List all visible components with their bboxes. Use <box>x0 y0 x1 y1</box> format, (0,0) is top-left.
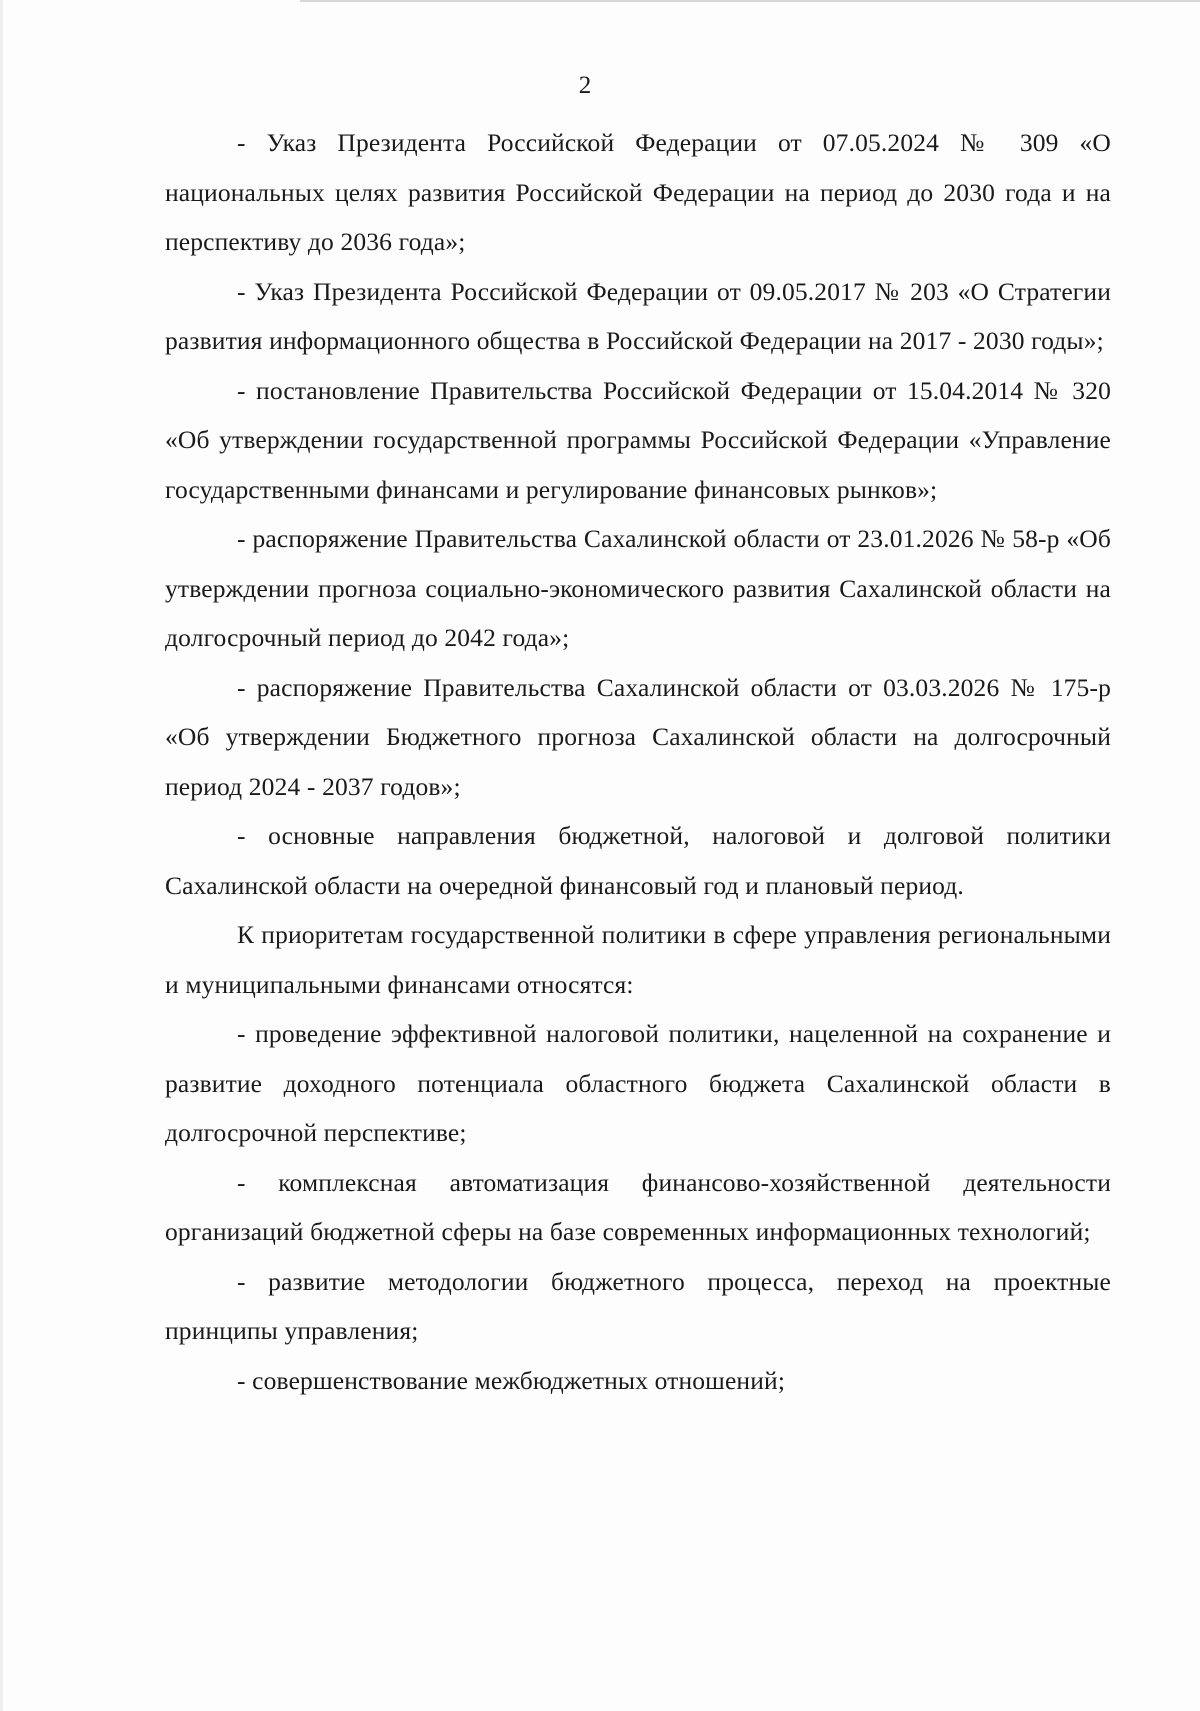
page-number: 2 <box>578 72 592 99</box>
paragraph-decree-309: - Указ Президента Российской Федерации от 07.05.2024 № 309 «О национальных целях развития Российской Федерации на период до 2030 года и на перспективу до 2036 года»; <box>165 128 1111 256</box>
paragraph-policy-directions: - основные направления бюджетной, налоговой и долговой политики Сахалинской области на очередной финансовый год и плановый период. <box>165 821 1111 900</box>
paragraph-priority-tax-policy: - проведение эффективной налоговой политики, нацеленной на сохранение и развитие доходного потенциала областного бюджета Сахалинской области в долгосрочной перспективе; <box>165 1019 1111 1147</box>
paragraph-decree-203: - Указ Президента Российской Федерации от 09.05.2017 № 203 «О Стратегии развития информационного общества в Российской Федерации на 2017 - 2030 годы»; <box>165 276 1111 355</box>
paragraph-order-175r: - распоряжение Правительства Сахалинской области от 03.03.2026 № 175-р «Об утверждении Бюджетного прогноза Сахалинской области на долгосрочный период 2024 - 2037 годов»; <box>165 672 1111 801</box>
paragraph-resolution-320: - постановление Правительства Российской Федерации от 15.04.2014 № 320 «Об утверждении государственной программы Российской Федерации «Управление государственными финансами и регулирование финансовых рынков»; <box>165 375 1111 504</box>
paragraph-priority-automation: - комплексная автоматизация финансово-хозяйственной деятельности организаций бюджетной сферы на базе современных информационных технологий; <box>165 1167 1111 1246</box>
paragraph-priority-interbudget: - совершенствование межбюджетных отношений; <box>237 1365 786 1395</box>
document-body <box>165 118 1111 1405</box>
paragraph-priority-methodology: - развитие методологии бюджетного процесса, переход на проектные принципы управления; <box>165 1266 1111 1345</box>
scan-left-edge <box>0 0 3 1711</box>
scan-top-edge <box>300 0 1200 2</box>
paragraph-priorities-intro: К приоритетам государственной политики в сфере управления региональными и муниципальными финансами относятся: <box>165 920 1111 999</box>
paragraph-order-58r: - распоряжение Правительства Сахалинской области от 23.01.2026 № 58-р «Об утверждении прогноза социально-экономического развития Сахалинской области на долгосрочный период до 2042 года»; <box>165 524 1111 652</box>
